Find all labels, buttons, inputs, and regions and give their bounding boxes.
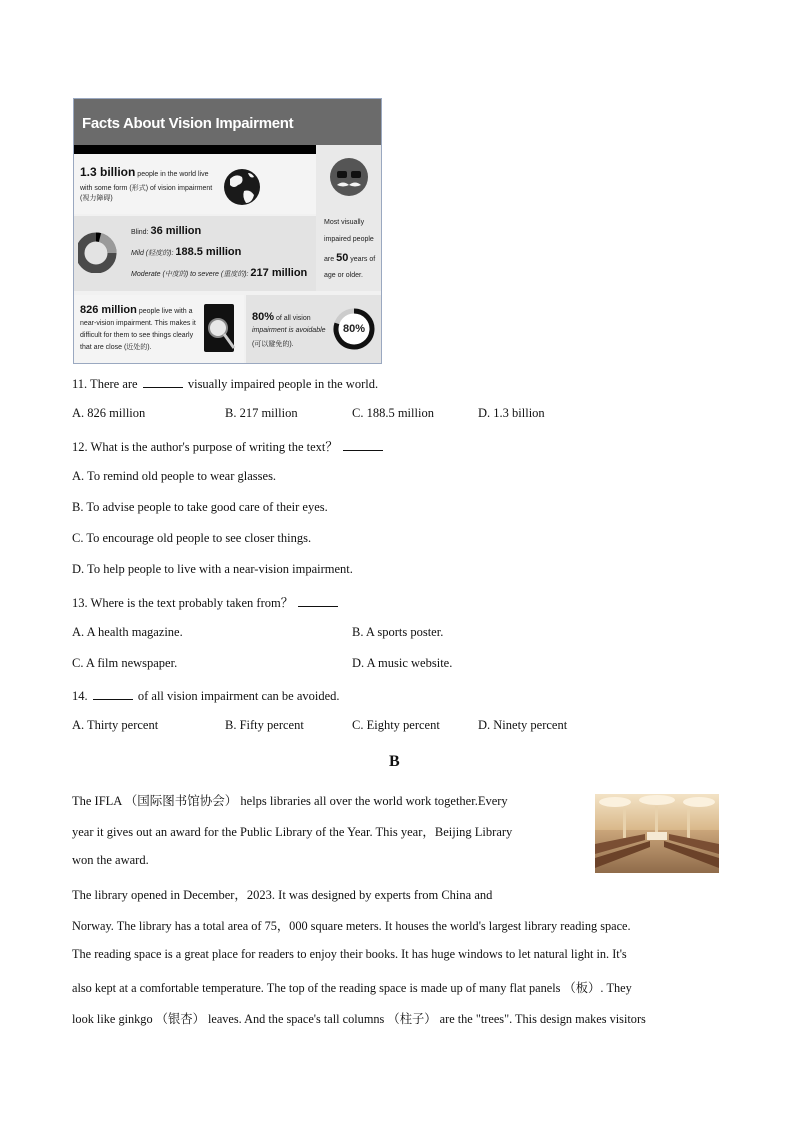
q12-option-a: A. To remind old people to wear glasses. [72, 469, 277, 483]
passage-line: The reading space is a great place for readers to enjoy their books. It has huge windows to let natural light in. It's [72, 947, 627, 961]
near-vision-line2: near-vision impairment. This makes it [80, 320, 196, 327]
q11-option-d: D. 1.3 billion [478, 406, 545, 420]
mild-stat: Mild (轻度的): 188.5 million [131, 246, 242, 258]
world-fact-line3: (视力障碍) [80, 195, 113, 202]
age-line2: impaired people [324, 236, 374, 243]
question-14: 14. of all vision impairment can be avoided. [72, 689, 340, 703]
library-interior-photo [595, 794, 719, 873]
answer-blank [298, 594, 338, 607]
eighty-percent-label: 80% [343, 323, 366, 335]
q12-option-d: D. To help people to live with a near-vision impairment. [72, 562, 353, 576]
section-heading-b: B [389, 753, 400, 770]
world-fact: 1.3 billion people in the world live [80, 165, 209, 179]
q14-option-c: C. Eighty percent [352, 718, 440, 732]
age-line3: are 50 years of [324, 252, 376, 264]
q11-option-b: B. 217 million [225, 406, 298, 420]
q12-option-c: C. To encourage old people to see closer things. [72, 531, 312, 545]
q14-option-d: D. Ninety percent [478, 718, 568, 732]
world-fact-line2: with some form (形式) of vision impairment [80, 185, 213, 192]
question-12: 12. What is the author's purpose of writing the text？ [72, 437, 385, 455]
near-vision-line3: difficult for them to see things clearly [80, 332, 194, 339]
q13-option-a: A. A health magazine. [72, 625, 183, 639]
avoidable-line3: (可以避免的). [252, 341, 294, 348]
near-vision-line4: that are close (近处的). [80, 344, 152, 351]
passage-line: also kept at a comfortable temperature. The top of the reading space is made up of many flat panels （板）. They [72, 981, 632, 995]
infographic-header [74, 99, 381, 145]
question-11: 11. There are visually impaired people in the world. [72, 377, 379, 391]
q13-option-b: B. A sports poster. [352, 625, 444, 639]
passage-line: won the award. [72, 853, 149, 867]
question-13: 13. Where is the text probably taken from？ [72, 593, 340, 611]
infographic-title: Facts About Vision Impairment [82, 115, 294, 132]
q11-option-c: C. 188.5 million [352, 406, 434, 420]
moderate-stat: Moderate (中度的) to severe (重度的): 217 million [131, 267, 308, 279]
q13-option-c: C. A film newspaper. [72, 656, 178, 670]
passage-line: look like ginkgo （银杏） leaves. And the space's tall columns （柱子） are the "trees". This design makes visitors [72, 1012, 646, 1026]
near-vision-fact: 826 million people live with a [80, 304, 193, 316]
book-magnifier-icon [202, 302, 238, 358]
age-line1: Most visually [324, 219, 365, 226]
passage-line: Norway. The library has a total area of 75，000 square meters. It houses the world's largest library reading space. [72, 919, 631, 933]
age-line4: age or older. [324, 272, 363, 279]
answer-blank [143, 375, 183, 388]
avoidable-fact: 80% of all vision [252, 311, 311, 323]
donut-chart-icon [78, 229, 118, 273]
old-man-face-icon [329, 157, 369, 197]
globe-icon [222, 161, 262, 213]
q14-option-b: B. Fifty percent [225, 718, 304, 732]
passage-line: The library opened in December，2023. It was designed by experts from China and [72, 888, 493, 902]
q11-option-a: A. 826 million [72, 406, 146, 420]
q13-option-d: D. A music website. [352, 656, 453, 670]
passage-line: year it gives out an award for the Public Library of the Year. This year，Beijing Library [72, 825, 513, 839]
avoidable-line2: impairment is avoidable [252, 327, 326, 334]
blind-stat: Blind: 36 million [131, 225, 202, 237]
answer-blank [343, 438, 383, 451]
answer-blank [93, 687, 133, 700]
q14-option-a: A. Thirty percent [72, 718, 159, 732]
vision-infographic [73, 98, 382, 364]
passage-line: The IFLA （国际图书馆协会） helps libraries all over the world work together.Every [72, 794, 508, 808]
q12-option-b: B. To advise people to take good care of their eyes. [72, 500, 328, 514]
infographic-bar [74, 145, 316, 154]
